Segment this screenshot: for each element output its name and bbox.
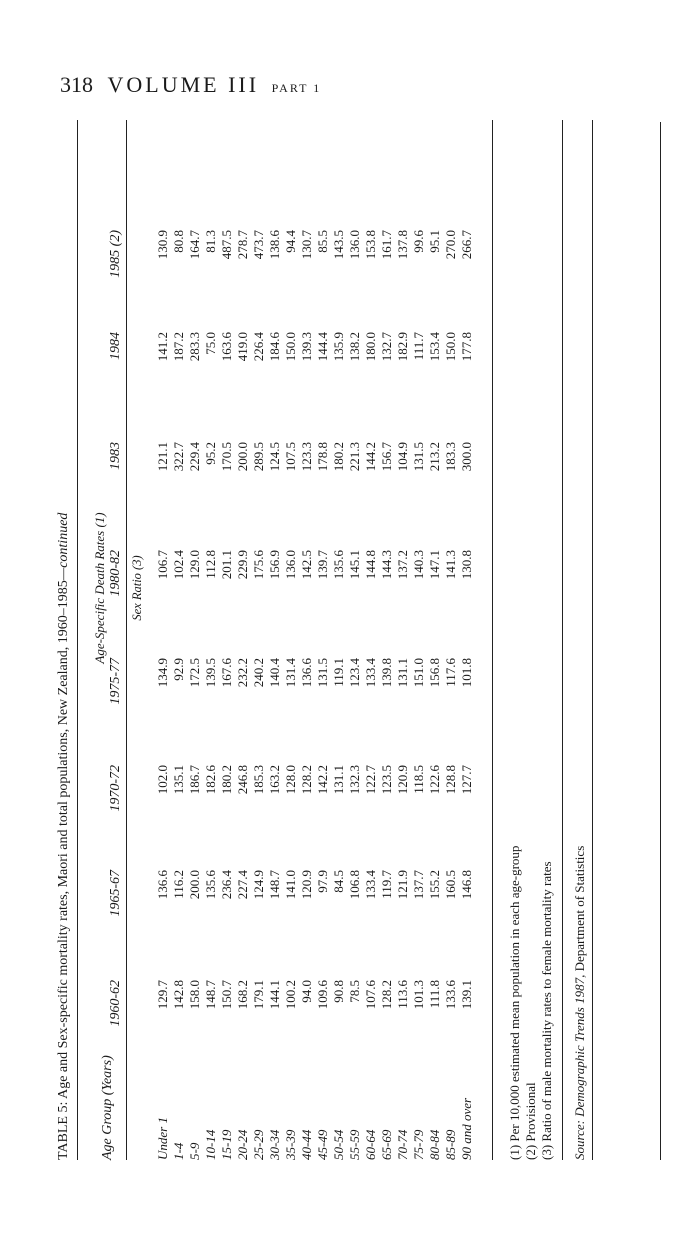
period-header: 1983 xyxy=(108,442,123,470)
table-note: (3) Ratio of male mortality rates to female mortality rates xyxy=(539,861,554,1160)
rate-cell: 150.0 xyxy=(283,332,298,362)
age-group-label: 45-49 xyxy=(315,1129,330,1160)
rate-cell: 85.5 xyxy=(315,230,330,253)
rate-cell: 322.7 xyxy=(171,442,186,472)
rate-cell: 136.6 xyxy=(299,658,314,688)
asdr-header: Age-Specific Death Rates (1) xyxy=(92,512,107,664)
rate-cell: 137.2 xyxy=(395,550,410,580)
rate-cell: 128.8 xyxy=(443,765,458,795)
rate-cell: 107.6 xyxy=(363,980,378,1010)
rate-cell: 144.1 xyxy=(267,980,282,1010)
age-group-label: 30-34 xyxy=(267,1129,282,1160)
rate-cell: 232.2 xyxy=(235,658,250,688)
age-group-label: 75-79 xyxy=(411,1129,426,1160)
rate-cell: 168.2 xyxy=(235,980,250,1010)
age-group-label: 15-19 xyxy=(219,1129,234,1160)
rate-cell: 97.9 xyxy=(315,870,330,893)
rate-cell: 185.3 xyxy=(251,765,266,795)
rate-cell: 135.1 xyxy=(171,765,186,795)
rate-cell: 170.5 xyxy=(219,442,234,472)
rate-cell: 128.0 xyxy=(283,765,298,795)
rate-cell: 145.1 xyxy=(347,550,362,580)
table-title: TABLE 5: Age and Sex-specific mortality rates, Maori and total populations, New Zealand, 1960–1985—continued xyxy=(56,512,71,1160)
age-group-label: 55-59 xyxy=(347,1129,362,1160)
rate-cell: 142.5 xyxy=(299,550,314,580)
rate-cell: 156.8 xyxy=(427,658,442,688)
rule-top xyxy=(77,120,78,1160)
rate-cell: 155.2 xyxy=(427,870,442,900)
volume-label: VOLUME III xyxy=(107,72,260,97)
rate-cell: 136.6 xyxy=(155,870,170,900)
table-notes xyxy=(507,846,555,1160)
rate-cell: 143.5 xyxy=(331,230,346,260)
rate-cell: 101.3 xyxy=(411,980,426,1010)
rate-cell: 180.2 xyxy=(331,442,346,472)
rate-cell: 100.2 xyxy=(283,980,298,1010)
age-group-label: 85-89 xyxy=(443,1129,458,1160)
part-label: PART 1 xyxy=(271,81,322,95)
rule-header xyxy=(126,120,127,1160)
rate-cell: 163.2 xyxy=(267,765,282,795)
age-group-label: 35-39 xyxy=(283,1129,298,1160)
rate-cell: 132.3 xyxy=(347,765,362,795)
rate-cell: 128.2 xyxy=(299,765,314,795)
age-group-column xyxy=(155,1098,475,1160)
rate-column xyxy=(155,980,475,1050)
period-header: 1980-82 xyxy=(108,550,123,597)
rate-cell: 116.2 xyxy=(171,870,186,899)
period-header: 1975-77 xyxy=(108,658,123,705)
rate-cell: 150.7 xyxy=(219,980,234,1010)
age-group-label: 90 and over xyxy=(459,1097,474,1160)
rate-cell: 133.6 xyxy=(443,980,458,1010)
age-group-label: 50-54 xyxy=(331,1129,346,1160)
rate-cell: 150.0 xyxy=(443,332,458,362)
rate-cell: 101.8 xyxy=(459,658,474,688)
rate-cell: 148.7 xyxy=(267,870,282,900)
rate-cell: 473.7 xyxy=(251,230,266,260)
rate-cell: 180.0 xyxy=(363,332,378,362)
rate-cell: 109.6 xyxy=(315,980,330,1010)
rate-cell: 240.2 xyxy=(251,658,266,688)
rate-cell: 102.4 xyxy=(171,550,186,580)
rate-cell: 123.3 xyxy=(299,442,314,472)
rate-cell: 151.0 xyxy=(411,658,426,688)
rate-cell: 107.5 xyxy=(283,442,298,472)
rate-cell: 172.5 xyxy=(187,658,202,688)
rate-cell: 122.7 xyxy=(363,765,378,795)
rate-cell: 144.4 xyxy=(315,332,330,362)
rate-cell: 94.4 xyxy=(283,230,298,253)
rate-cell: 137.7 xyxy=(411,870,426,900)
rate-cell: 167.6 xyxy=(219,658,234,688)
rate-cell: 113.6 xyxy=(395,980,410,1009)
rate-cell: 229.9 xyxy=(235,550,250,580)
rate-cell: 129.7 xyxy=(155,980,170,1010)
rate-cell: 95.2 xyxy=(203,442,218,465)
rate-cell: 246.8 xyxy=(235,765,250,795)
rate-cell: 300.0 xyxy=(459,442,474,472)
rate-cell: 227.4 xyxy=(235,870,250,900)
rate-cell: 221.3 xyxy=(347,442,362,472)
rate-cell: 266.7 xyxy=(459,230,474,260)
rate-cell: 137.8 xyxy=(395,230,410,260)
rate-cell: 78.5 xyxy=(347,980,362,1003)
rate-cell: 161.7 xyxy=(379,230,394,260)
rate-cell: 142.2 xyxy=(315,765,330,795)
rate-cell: 200.0 xyxy=(235,442,250,472)
age-group-label: 20-24 xyxy=(235,1129,250,1160)
rate-cell: 129.0 xyxy=(187,550,202,580)
age-group-label: 70-74 xyxy=(395,1129,410,1160)
rate-cell: 175.6 xyxy=(251,550,266,580)
rate-cell: 138.6 xyxy=(267,230,282,260)
rate-cell: 160.5 xyxy=(443,870,458,900)
rate-cell: 186.7 xyxy=(187,765,202,795)
rate-cell: 106.8 xyxy=(347,870,362,900)
rate-cell: 136.0 xyxy=(283,550,298,580)
rate-cell: 182.6 xyxy=(203,765,218,795)
rate-cell: 487.5 xyxy=(219,230,234,260)
rate-cell: 122.6 xyxy=(427,765,442,795)
rate-column xyxy=(155,658,475,728)
rate-cell: 140.4 xyxy=(267,658,282,688)
age-group-label: 40-44 xyxy=(299,1129,314,1160)
rate-cell: 112.8 xyxy=(203,550,218,579)
rate-cell: 289.5 xyxy=(251,442,266,472)
rule-bottom xyxy=(492,120,493,1160)
rate-cell: 146.8 xyxy=(459,870,474,900)
rate-column xyxy=(155,550,475,620)
right-margin-rule xyxy=(660,122,661,1160)
rate-cell: 141.2 xyxy=(155,332,170,362)
period-header: 1984 xyxy=(108,332,123,360)
age-group-label: 5-9 xyxy=(187,1142,202,1160)
rate-cell: 123.5 xyxy=(379,765,394,795)
rate-cell: 120.9 xyxy=(395,765,410,795)
rate-cell: 200.0 xyxy=(187,870,202,900)
rate-cell: 177.8 xyxy=(459,332,474,362)
rate-column xyxy=(155,230,475,300)
rate-cell: 135.9 xyxy=(331,332,346,362)
rate-cell: 121.1 xyxy=(155,442,170,472)
rate-cell: 84.5 xyxy=(331,870,346,893)
rate-cell: 128.2 xyxy=(379,980,394,1010)
rate-cell: 153.8 xyxy=(363,230,378,260)
age-group-label: 25-29 xyxy=(251,1129,266,1160)
rate-cell: 283.3 xyxy=(187,332,202,362)
rate-cell: 236.4 xyxy=(219,870,234,900)
age-group-label: 80-84 xyxy=(427,1129,442,1160)
age-group-label: 65-69 xyxy=(379,1129,394,1160)
period-header: 1960-62 xyxy=(108,980,123,1027)
rate-cell: 144.2 xyxy=(363,442,378,472)
rate-cell: 180.2 xyxy=(219,765,234,795)
rate-cell: 130.8 xyxy=(459,550,474,580)
rate-cell: 163.6 xyxy=(219,332,234,362)
rate-cell: 270.0 xyxy=(443,230,458,260)
rate-cell: 142.8 xyxy=(171,980,186,1010)
table-source: Source: Demographic Trends 1987, Department of Statistics xyxy=(572,845,587,1160)
rule-source-top xyxy=(562,120,563,1160)
rate-cell: 158.0 xyxy=(187,980,202,1010)
rotated-table xyxy=(52,120,652,1160)
rate-cell: 229.4 xyxy=(187,442,202,472)
rate-cell: 419.0 xyxy=(235,332,250,362)
table-note: (2) Provisional xyxy=(523,1082,538,1160)
rate-cell: 139.5 xyxy=(203,658,218,688)
age-group-label: 1-4 xyxy=(171,1142,186,1160)
rate-cell: 119.7 xyxy=(379,870,394,899)
rate-cell: 124.5 xyxy=(267,442,282,472)
table-note: (1) Per 10,000 estimated mean population in each age-group xyxy=(507,845,522,1160)
rate-cell: 104.9 xyxy=(395,442,410,472)
rate-cell: 183.3 xyxy=(443,442,458,472)
rate-cell: 130.7 xyxy=(299,230,314,260)
rate-cell: 156.7 xyxy=(379,442,394,472)
period-header: 1965-67 xyxy=(108,870,123,917)
rate-cell: 178.8 xyxy=(315,442,330,472)
rate-cell: 131.1 xyxy=(395,658,410,688)
rate-cell: 213.2 xyxy=(427,442,442,472)
age-group-label: 60-64 xyxy=(363,1129,378,1160)
rate-cell: 182.9 xyxy=(395,332,410,362)
rate-cell: 75.0 xyxy=(203,332,218,355)
rate-cell: 120.9 xyxy=(299,870,314,900)
rate-cell: 111.8 xyxy=(427,980,442,1009)
rate-cell: 144.3 xyxy=(379,550,394,580)
rate-cell: 139.3 xyxy=(299,332,314,362)
rate-cell: 127.7 xyxy=(459,765,474,795)
page-header xyxy=(60,72,321,98)
rate-column xyxy=(155,765,475,835)
page-number: 318 xyxy=(60,72,93,97)
rate-cell: 131.1 xyxy=(331,765,346,795)
rate-cell: 135.6 xyxy=(331,550,346,580)
rate-cell: 201.1 xyxy=(219,550,234,580)
rate-cell: 156.9 xyxy=(267,550,282,580)
rate-cell: 81.3 xyxy=(203,230,218,253)
rate-cell: 148.7 xyxy=(203,980,218,1010)
period-header: 1985 (2) xyxy=(108,230,123,278)
rate-cell: 92.9 xyxy=(171,658,186,681)
rate-cell: 278.7 xyxy=(235,230,250,260)
rate-cell: 106.7 xyxy=(155,550,170,580)
rate-cell: 144.8 xyxy=(363,550,378,580)
rate-cell: 153.4 xyxy=(427,332,442,362)
rate-cell: 119.1 xyxy=(331,658,346,687)
age-group-header: Age Group (Years) xyxy=(100,1055,115,1160)
rate-cell: 179.1 xyxy=(251,980,266,1010)
age-group-label: Under 1 xyxy=(155,1117,170,1160)
rate-cell: 226.4 xyxy=(251,332,266,362)
rate-cell: 139.7 xyxy=(315,550,330,580)
rate-cell: 95.1 xyxy=(427,230,442,253)
rate-cell: 132.7 xyxy=(379,332,394,362)
rate-cell: 138.2 xyxy=(347,332,362,362)
rate-cell: 90.8 xyxy=(331,980,346,1003)
sex-ratio-header: Sex Ratio (3) xyxy=(130,555,144,621)
rate-cell: 130.9 xyxy=(155,230,170,260)
rate-cell: 124.9 xyxy=(251,870,266,900)
rate-cell: 94.0 xyxy=(299,980,314,1003)
rate-cell: 117.6 xyxy=(443,658,458,687)
rate-cell: 136.0 xyxy=(347,230,362,260)
rate-cell: 131.5 xyxy=(411,442,426,472)
rate-cell: 141.3 xyxy=(443,550,458,580)
rate-cell: 140.3 xyxy=(411,550,426,580)
rate-cell: 118.5 xyxy=(411,765,426,794)
age-group-label: 10-14 xyxy=(203,1129,218,1160)
rate-cell: 111.7 xyxy=(411,332,426,361)
rate-cell: 139.8 xyxy=(379,658,394,688)
rate-column xyxy=(155,870,475,940)
rate-column xyxy=(155,442,475,512)
rate-cell: 139.1 xyxy=(459,980,474,1010)
rate-cell: 131.5 xyxy=(315,658,330,688)
rate-cell: 123.4 xyxy=(347,658,362,688)
rate-cell: 99.6 xyxy=(411,230,426,253)
rate-column xyxy=(155,332,475,402)
period-header: 1970-72 xyxy=(108,765,123,812)
rate-cell: 134.9 xyxy=(155,658,170,688)
rate-cell: 187.2 xyxy=(171,332,186,362)
rate-cell: 121.9 xyxy=(395,870,410,900)
rate-cell: 131.4 xyxy=(283,658,298,688)
rate-cell: 80.8 xyxy=(171,230,186,253)
rate-cell: 184.6 xyxy=(267,332,282,362)
rate-cell: 141.0 xyxy=(283,870,298,900)
rate-cell: 164.7 xyxy=(187,230,202,260)
rate-cell: 102.0 xyxy=(155,765,170,795)
rule-source-bottom xyxy=(592,120,593,1160)
rate-cell: 133.4 xyxy=(363,658,378,688)
rate-cell: 147.1 xyxy=(427,550,442,580)
rate-cell: 133.4 xyxy=(363,870,378,900)
rate-cell: 135.6 xyxy=(203,870,218,900)
